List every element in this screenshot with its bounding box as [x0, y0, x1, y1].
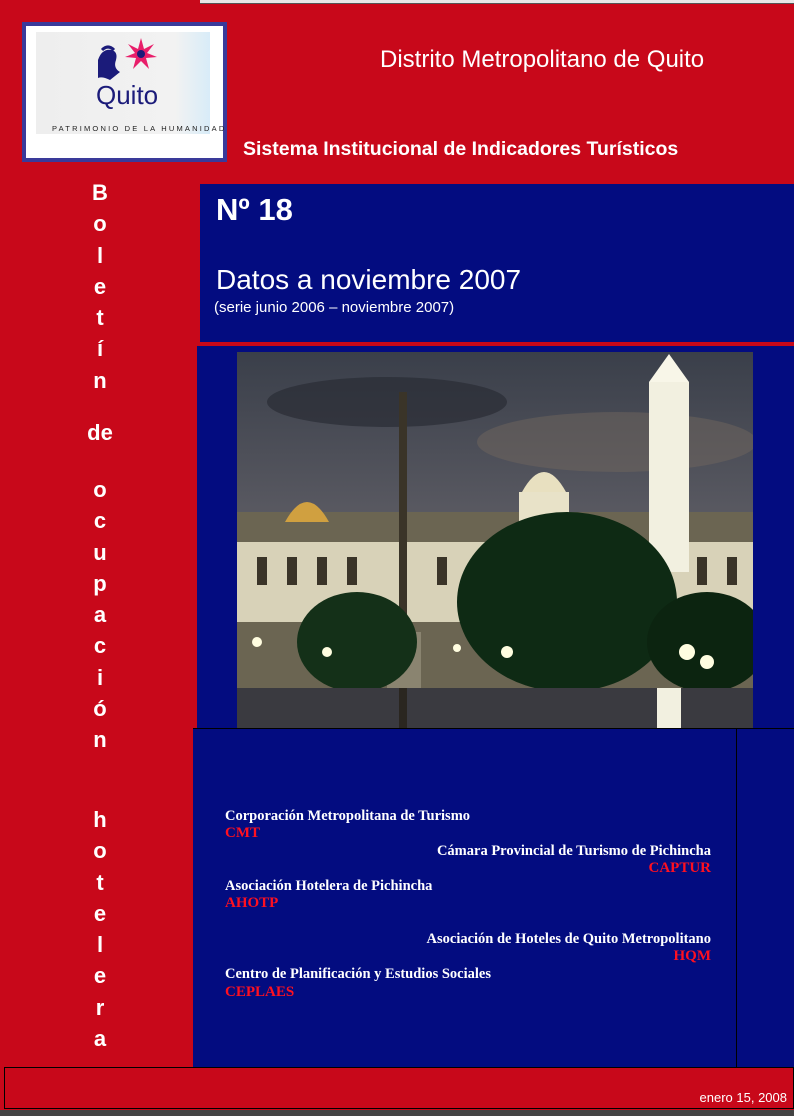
vertical-letter: t — [96, 869, 104, 895]
org-name: Asociación Hotelera de Pichincha — [225, 878, 433, 894]
vertical-letter: l — [96, 242, 104, 268]
word-de: de — [87, 420, 113, 445]
org-name: Corporación Metropolitana de Turismo — [225, 808, 471, 824]
footer-bar — [4, 1067, 794, 1109]
organizations-panel — [193, 728, 794, 1068]
vertical-letter: n — [93, 727, 107, 753]
vertical-letter: p — [93, 570, 107, 596]
vertical-letter: e — [93, 273, 107, 299]
org-name: Centro de Planificación y Estudios Sociales — [225, 966, 491, 982]
header-subtitle: Sistema Institucional de Indicadores Turísticos — [243, 138, 679, 160]
org-abbr: CMT — [225, 825, 260, 841]
photo-panel — [197, 346, 794, 728]
top-rule — [200, 0, 794, 4]
vertical-word-ocupacion — [60, 474, 140, 756]
org-abbr: CEPLAES — [225, 984, 295, 1000]
bottom-edge — [0, 1110, 794, 1116]
vertical-letter: h — [93, 807, 107, 832]
org-name: Asociación de Hoteles de Quito Metropolitano — [426, 931, 711, 947]
vertical-word-de — [60, 417, 140, 448]
vertical-letter: ó — [93, 696, 107, 722]
vertical-letter: a — [93, 1026, 107, 1052]
vertical-letter: e — [93, 963, 107, 989]
vertical-letter: a — [93, 602, 107, 628]
vertical-letter: e — [93, 900, 107, 926]
vertical-letter: t — [96, 305, 104, 331]
logo-tagline: PATRIMONIO DE LA HUMANIDAD — [52, 124, 227, 133]
vertical-word-hotelera — [60, 804, 140, 1054]
vertical-letter: í — [96, 336, 104, 362]
data-period: Datos a noviembre 2007 — [216, 264, 522, 295]
org-name: Cámara Provincial de Turismo de Pichincha — [436, 843, 711, 859]
logo-image — [36, 32, 227, 134]
cover-photo — [237, 352, 753, 728]
vertical-letter: u — [93, 539, 107, 565]
vertical-letter: i — [96, 664, 104, 690]
vertical-letter: o — [93, 838, 107, 864]
vertical-letter: o — [93, 211, 107, 237]
org-abbr: AHOTP — [225, 895, 279, 911]
vertical-letter: l — [96, 932, 104, 958]
vertical-letter: c — [93, 633, 107, 659]
org-abbr: HQM — [673, 948, 711, 964]
publication-date: enero 15, 2008 — [699, 1090, 787, 1105]
vertical-letter: n — [93, 367, 107, 393]
vertical-word-boletin — [60, 177, 140, 396]
org-abbr: CAPTUR — [648, 860, 711, 876]
vertical-letter: o — [93, 477, 107, 502]
vertical-letter: B — [92, 180, 108, 205]
logo-wordmark: Quito — [96, 80, 159, 110]
vertical-letter: c — [93, 508, 107, 534]
panel-divider — [736, 729, 737, 1068]
quito-logo — [22, 22, 227, 162]
issue-header-box — [200, 184, 794, 342]
issue-number: Nº 18 — [216, 192, 293, 227]
vertical-letter: r — [95, 994, 105, 1020]
header-title: Distrito Metropolitano de Quito — [380, 46, 705, 73]
series-range: (serie junio 2006 – noviembre 2007) — [214, 299, 455, 316]
